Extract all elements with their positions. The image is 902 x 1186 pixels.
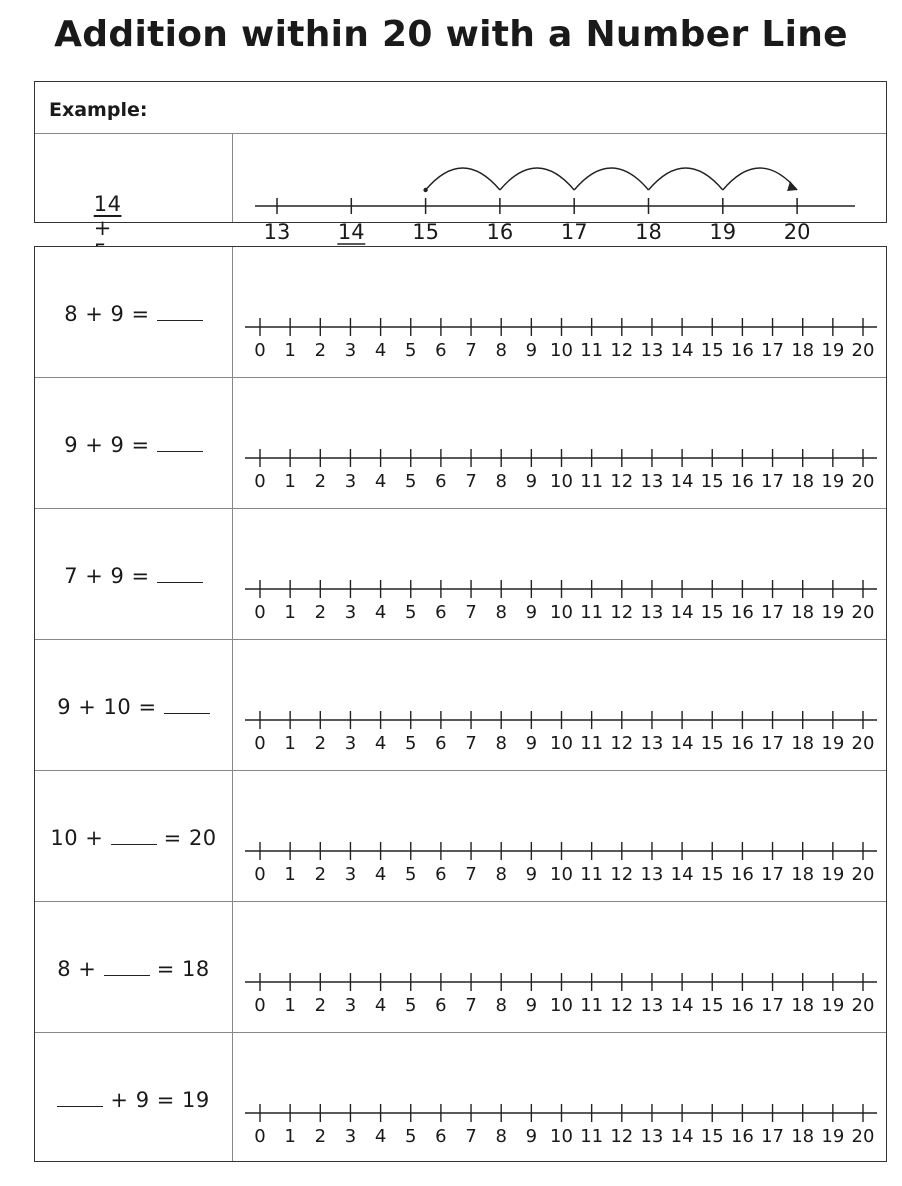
equation-left: 8 +	[57, 957, 104, 981]
tick-label: 11	[580, 864, 604, 885]
tick-label: 19	[821, 340, 845, 361]
answer-blank[interactable]	[157, 564, 203, 583]
tick-label: 5	[405, 340, 417, 361]
tick-label: 19	[821, 471, 845, 492]
tick-label: 3	[344, 1126, 357, 1147]
tick-label: 10	[550, 995, 573, 1016]
equation-right: = 18	[149, 957, 210, 981]
tick-label: 4	[374, 602, 387, 623]
tick-label: 0	[254, 471, 266, 492]
tick-label: 13	[640, 733, 664, 754]
tick-label: 0	[254, 340, 266, 361]
tick-label: 3	[344, 995, 357, 1016]
tick-label: 18	[791, 471, 815, 492]
example-tick-label: 20	[783, 220, 811, 244]
tick-label: 7	[465, 602, 477, 623]
tick-label: 18	[791, 733, 815, 754]
tick-label: 10	[550, 602, 573, 623]
tick-label: 12	[610, 471, 634, 492]
number-line	[245, 446, 885, 506]
tick-label: 6	[435, 864, 447, 885]
tick-label: 10	[550, 733, 573, 754]
tick-label: 14	[670, 340, 694, 361]
tick-label: 5	[405, 733, 417, 754]
tick-label: 5	[405, 864, 417, 885]
tick-label: 4	[374, 340, 387, 361]
problems-box	[34, 246, 887, 1162]
number-line	[245, 708, 885, 768]
tick-label: 6	[435, 340, 447, 361]
tick-label: 16	[730, 471, 754, 492]
tick-label: 18	[791, 1126, 815, 1147]
tick-label: 4	[374, 864, 387, 885]
jump-arc	[723, 168, 797, 190]
tick-label: 1	[284, 995, 296, 1016]
equation-right: + 9 = 19	[103, 1088, 210, 1112]
tick-label: 5	[405, 1126, 417, 1147]
answer-blank[interactable]	[57, 1088, 103, 1107]
tick-label: 0	[254, 602, 266, 623]
problem-row	[35, 771, 886, 902]
tick-label: 1	[284, 1126, 296, 1147]
tick-label: 2	[314, 864, 327, 885]
number-line	[245, 315, 885, 375]
tick-label: 16	[730, 995, 754, 1016]
tick-label: 18	[791, 995, 815, 1016]
tick-label: 0	[254, 1126, 266, 1147]
tick-label: 15	[700, 733, 724, 754]
tick-label: 13	[640, 340, 664, 361]
tick-label: 8	[495, 995, 507, 1016]
tick-label: 3	[344, 602, 357, 623]
equation-left: 10 +	[50, 826, 111, 850]
problem-equation	[35, 1088, 232, 1112]
tick-label: 3	[344, 471, 357, 492]
tick-label: 7	[465, 340, 477, 361]
tick-label: 8	[495, 733, 507, 754]
tick-label: 0	[254, 733, 266, 754]
tick-label: 1	[284, 864, 296, 885]
problem-row	[35, 509, 886, 640]
tick-label: 8	[495, 864, 507, 885]
answer-blank[interactable]	[164, 695, 210, 714]
tick-label: 10	[550, 1126, 573, 1147]
tick-label: 1	[284, 602, 296, 623]
tick-label: 8	[495, 340, 507, 361]
answer-blank[interactable]	[104, 957, 150, 976]
tick-label: 6	[435, 602, 447, 623]
tick-label: 15	[700, 340, 724, 361]
tick-label: 2	[314, 602, 327, 623]
tick-label: 13	[640, 1126, 664, 1147]
tick-label: 14	[670, 1126, 694, 1147]
example-tick-label: 16	[486, 220, 514, 244]
tick-label: 5	[405, 471, 417, 492]
tick-label: 10	[550, 340, 573, 361]
jump-arrowhead	[787, 181, 797, 191]
tick-label: 20	[851, 340, 875, 361]
problem-row	[35, 378, 886, 509]
jump-arc	[649, 168, 723, 190]
tick-label: 15	[700, 995, 724, 1016]
tick-label: 14	[670, 864, 694, 885]
tick-label: 9	[525, 733, 538, 754]
tick-label: 6	[435, 995, 447, 1016]
problem-equation	[35, 433, 232, 457]
tick-label: 16	[730, 864, 754, 885]
tick-label: 9	[525, 1126, 538, 1147]
tick-label: 20	[851, 471, 875, 492]
tick-label: 2	[314, 471, 327, 492]
tick-label: 12	[610, 1126, 634, 1147]
equation-left: 9 + 10 =	[57, 695, 164, 719]
tick-label: 12	[610, 864, 634, 885]
example-box	[34, 81, 887, 244]
answer-blank[interactable]	[111, 826, 157, 845]
tick-label: 19	[821, 995, 845, 1016]
tick-label: 20	[851, 1126, 875, 1147]
example-header	[35, 82, 886, 134]
tick-label: 17	[761, 733, 785, 754]
tick-label: 14	[670, 471, 694, 492]
tick-label: 18	[791, 864, 815, 885]
tick-label: 14	[670, 995, 694, 1016]
problem-row	[35, 902, 886, 1033]
tick-label: 2	[314, 340, 327, 361]
tick-label: 16	[730, 733, 754, 754]
tick-label: 19	[821, 733, 845, 754]
tick-label: 11	[580, 471, 604, 492]
tick-label: 4	[374, 1126, 387, 1147]
tick-label: 13	[640, 864, 664, 885]
equation-left: 9 + 9 =	[64, 433, 157, 457]
tick-label: 14	[670, 733, 694, 754]
tick-label: 1	[284, 340, 296, 361]
tick-label: 0	[254, 864, 266, 885]
problem-equation	[35, 957, 232, 981]
answer-blank[interactable]	[157, 302, 203, 321]
tick-label: 11	[580, 340, 604, 361]
tick-label: 17	[761, 471, 785, 492]
tick-label: 7	[465, 995, 477, 1016]
example-tick-label: 17	[560, 220, 588, 244]
example-label: Example:	[49, 99, 148, 121]
tick-label: 6	[435, 471, 447, 492]
number-line	[245, 577, 885, 637]
tick-label: 3	[344, 733, 357, 754]
tick-label: 20	[851, 864, 875, 885]
tick-label: 12	[610, 602, 634, 623]
tick-label: 6	[435, 733, 447, 754]
tick-label: 20	[851, 733, 875, 754]
tick-label: 6	[435, 1126, 447, 1147]
problem-row	[35, 247, 886, 378]
tick-label: 12	[610, 733, 634, 754]
tick-label: 7	[465, 471, 477, 492]
tick-label: 9	[525, 864, 538, 885]
tick-label: 15	[700, 864, 724, 885]
tick-label: 3	[344, 340, 357, 361]
tick-label: 11	[580, 733, 604, 754]
example-tick-label: 13	[263, 220, 291, 244]
tick-label: 10	[550, 864, 573, 885]
tick-label: 2	[314, 1126, 327, 1147]
tick-label: 20	[851, 602, 875, 623]
tick-label: 20	[851, 995, 875, 1016]
example-tick-label: 14	[337, 220, 365, 244]
tick-label: 13	[640, 602, 664, 623]
jump-arc	[426, 168, 500, 190]
example-addend1: 14	[93, 192, 122, 216]
tick-label: 16	[730, 340, 754, 361]
tick-label: 4	[374, 733, 387, 754]
tick-label: 3	[344, 864, 357, 885]
tick-label: 9	[525, 602, 538, 623]
tick-label: 7	[465, 864, 477, 885]
tick-label: 15	[700, 471, 724, 492]
tick-label: 17	[761, 340, 785, 361]
example-number-line	[245, 134, 865, 244]
problem-row	[35, 640, 886, 771]
problem-row	[35, 1033, 886, 1164]
answer-blank[interactable]	[157, 433, 203, 452]
tick-label: 19	[821, 1126, 845, 1147]
tick-label: 10	[550, 471, 573, 492]
tick-label: 1	[284, 471, 296, 492]
tick-label: 7	[465, 733, 477, 754]
tick-label: 15	[700, 602, 724, 623]
tick-label: 2	[314, 733, 327, 754]
tick-label: 8	[495, 1126, 507, 1147]
tick-label: 4	[374, 471, 387, 492]
jump-arc	[574, 168, 648, 190]
tick-label: 17	[761, 995, 785, 1016]
tick-label: 9	[525, 340, 538, 361]
tick-label: 13	[640, 471, 664, 492]
tick-label: 16	[730, 1126, 754, 1147]
tick-label: 13	[640, 995, 664, 1016]
problem-equation	[35, 695, 232, 719]
example-tick-label: 15	[412, 220, 439, 244]
tick-label: 2	[314, 995, 327, 1016]
equation-right: = 20	[156, 826, 217, 850]
tick-label: 17	[761, 1126, 785, 1147]
tick-label: 17	[761, 864, 785, 885]
example-tick-label: 19	[709, 220, 737, 244]
tick-label: 18	[791, 602, 815, 623]
tick-label: 8	[495, 602, 507, 623]
tick-label: 7	[465, 1126, 477, 1147]
example-plus: +	[93, 216, 112, 240]
number-line	[245, 839, 885, 899]
tick-label: 17	[761, 602, 785, 623]
problem-equation	[35, 826, 232, 850]
problem-equation	[35, 564, 232, 588]
tick-label: 16	[730, 602, 754, 623]
tick-label: 9	[525, 471, 538, 492]
tick-label: 11	[580, 1126, 604, 1147]
example-tick-label: 18	[635, 220, 662, 244]
tick-label: 4	[374, 995, 387, 1016]
tick-label: 18	[791, 340, 815, 361]
column-divider	[232, 134, 233, 222]
tick-label: 5	[405, 995, 417, 1016]
tick-label: 11	[580, 602, 604, 623]
tick-label: 12	[610, 995, 634, 1016]
tick-label: 14	[670, 602, 694, 623]
tick-label: 5	[405, 602, 417, 623]
jump-arc	[500, 168, 574, 190]
tick-label: 12	[610, 340, 634, 361]
tick-label: 8	[495, 471, 507, 492]
equation-left: 7 + 9 =	[64, 564, 157, 588]
page-title: Addition within 20 with a Number Line	[54, 14, 848, 55]
number-line	[245, 970, 885, 1030]
tick-label: 11	[580, 995, 604, 1016]
tick-label: 15	[700, 1126, 724, 1147]
tick-label: 1	[284, 733, 296, 754]
tick-label: 9	[525, 995, 538, 1016]
equation-left: 8 + 9 =	[64, 302, 157, 326]
tick-label: 0	[254, 995, 266, 1016]
problem-equation	[35, 302, 232, 326]
number-line	[245, 1101, 885, 1161]
tick-label: 19	[821, 864, 845, 885]
tick-label: 19	[821, 602, 845, 623]
